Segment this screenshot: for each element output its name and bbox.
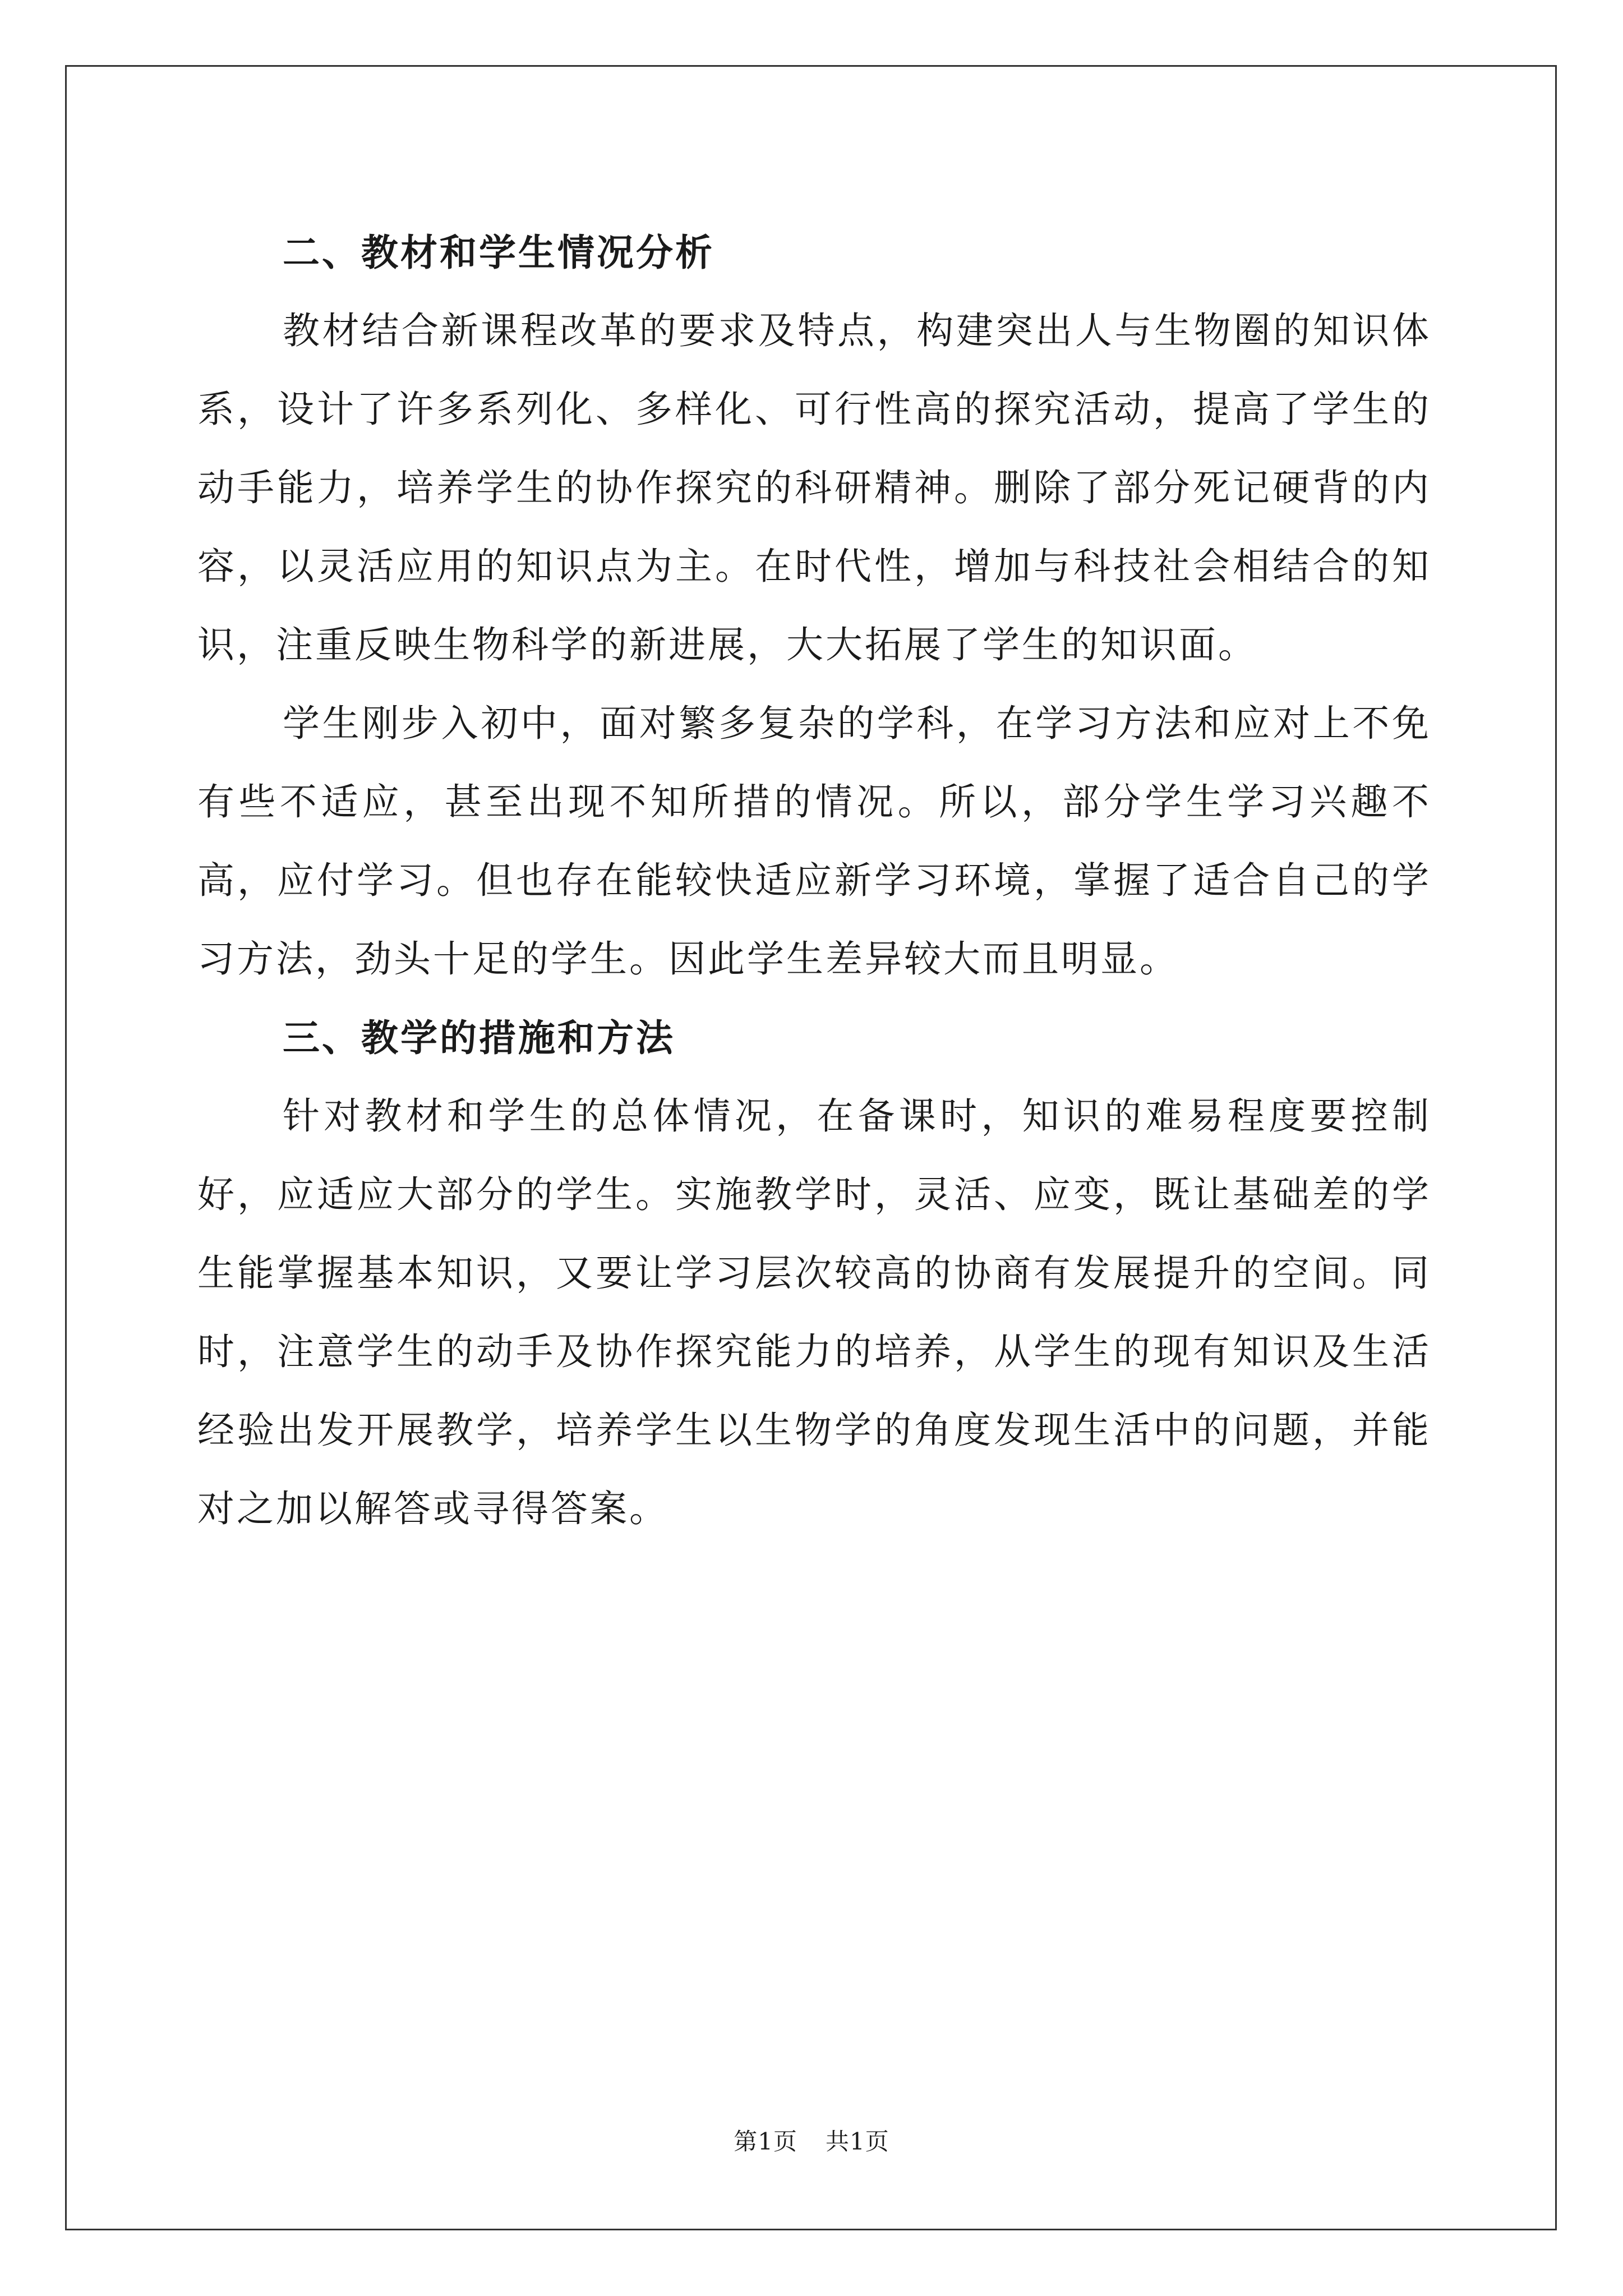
section-heading-methods: 三、教学的措施和方法 — [283, 1016, 675, 1060]
page-footer — [0, 2125, 1623, 2159]
page-total: 共1页 — [826, 2128, 889, 2155]
document-body — [197, 213, 1431, 1548]
paragraph-textbook: 教材结合新课程改革的要求及特点，构建突出人与生物圈的知识体系，设计了许多系列化、多样化、可行性高的探究活动，提高了学生的动手能力，培养学生的协作探究的科研精神。删除了部分死记硬背的内容，以灵活应用的知识点为主。在时代性，增加与科技社会相结合的知识，注重反映生物科学的新进展，大大拓展了学生的知识面。 — [197, 309, 1431, 666]
section-heading-analysis: 二、教材和学生情况分析 — [283, 231, 714, 274]
paragraph-students: 学生刚步入初中，面对繁多复杂的学科，在学习方法和应对上不免有些不适应，甚至出现不知所措的情况。所以，部分学生学习兴趣不高，应付学习。但也存在能较快适应新学习环境，掌握了适合自己的学习方法，劲头十足的学生。因此学生差异较大而且明显。 — [197, 702, 1431, 981]
paragraph-methods: 针对教材和学生的总体情况，在备课时，知识的难易程度要控制好，应适应大部分的学生。实施教学时，灵活、应变，既让基础差的学生能掌握基本知识，又要让学习层次较高的协商有发展提升的空间。同时，注意学生的动手及协作探究能力的培养，从学生的现有知识及生活经验出发开展教学，培养学生以生物学的角度发现生活中的问题，并能对之加以解答或寻得答案。 — [197, 1094, 1431, 1530]
page-number: 第1页 — [734, 2128, 797, 2155]
